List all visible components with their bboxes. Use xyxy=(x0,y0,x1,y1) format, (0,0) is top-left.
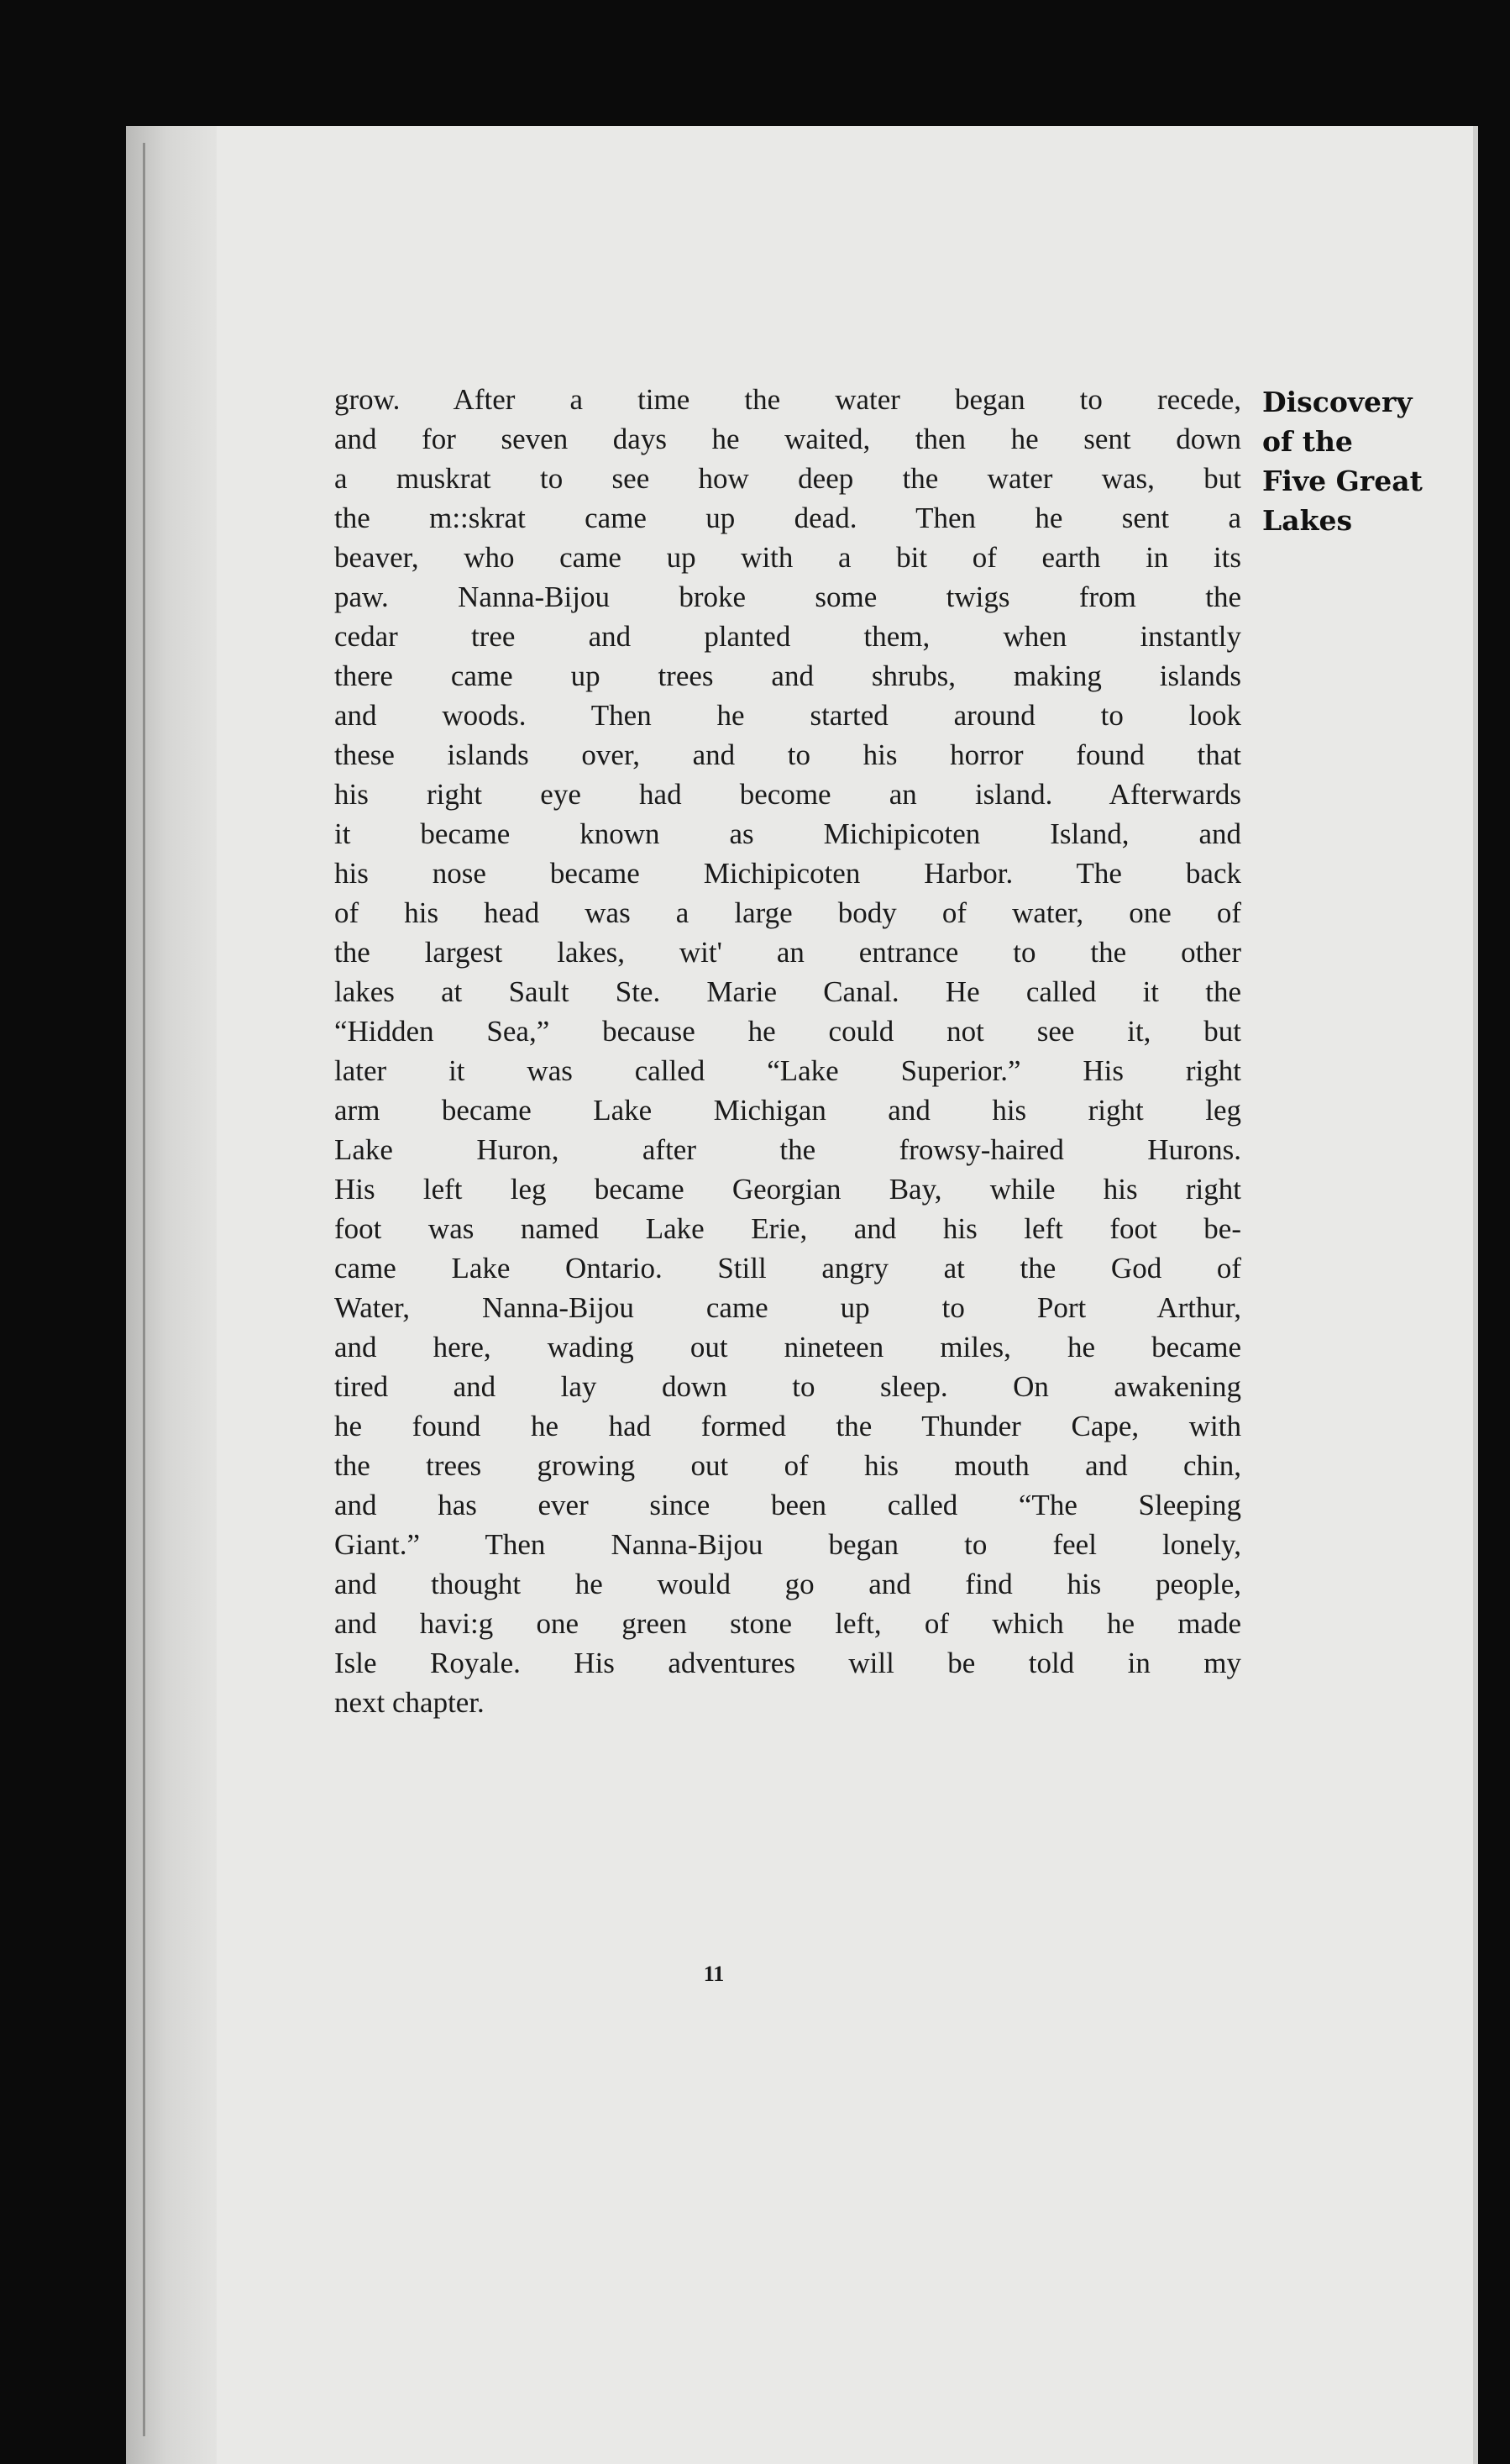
body-paragraph xyxy=(334,380,1241,1722)
text-line: Giant.” Then Nanna-Bijou began to feel lonely, xyxy=(334,1528,1241,1561)
text-line: next chapter. xyxy=(334,1686,485,1719)
text-line: his nose became Michipicoten Harbor. The back xyxy=(334,857,1241,890)
margin-heading xyxy=(1262,382,1430,540)
text-line: arm became Lake Michigan and his right leg xyxy=(334,1094,1241,1127)
margin-heading-line: Lakes xyxy=(1262,504,1353,537)
text-line: his right eye had become an island. Afterwards xyxy=(334,778,1241,811)
text-line: of his head was a large body of water, one of xyxy=(334,896,1241,929)
text-line: His left leg became Georgian Bay, while his right xyxy=(334,1173,1241,1206)
text-line: came Lake Ontario. Still angry at the God of xyxy=(334,1252,1241,1285)
gutter-edge-line xyxy=(143,143,145,2436)
text-line: and havi:g one green stone left, of which he made xyxy=(334,1607,1241,1640)
text-line: and woods. Then he started around to look xyxy=(334,699,1241,732)
text-line: there came up trees and shrubs, making islands xyxy=(334,659,1241,692)
text-line: foot was named Lake Erie, and his left foot be- xyxy=(334,1212,1241,1245)
text-line: and here, wading out nineteen miles, he became xyxy=(334,1331,1241,1363)
text-line: Water, Nanna-Bijou came up to Port Arthur, xyxy=(334,1291,1241,1324)
margin-heading-line: of the xyxy=(1262,425,1353,458)
margin-heading-line: Discovery xyxy=(1262,386,1413,418)
margin-heading-line: Five Great xyxy=(1262,465,1423,497)
text-line: a muskrat to see how deep the water was, but xyxy=(334,462,1241,495)
text-line: tired and lay down to sleep. On awakening xyxy=(334,1370,1241,1403)
text-line: Isle Royale. His adventures will be told in my xyxy=(334,1647,1241,1679)
text-line: he found he had formed the Thunder Cape, with xyxy=(334,1410,1241,1442)
text-line: cedar tree and planted them, when instantly xyxy=(334,620,1241,653)
text-line: the largest lakes, wit' an entrance to the other xyxy=(334,936,1241,969)
page-gutter xyxy=(126,126,217,2464)
text-line: it became known as Michipicoten Island, and xyxy=(334,817,1241,850)
text-line: and has ever since been called “The Sleeping xyxy=(334,1489,1241,1521)
text-line: beaver, who came up with a bit of earth in its xyxy=(334,541,1241,574)
book-page xyxy=(126,126,1478,2464)
page-right-edge xyxy=(1473,126,1478,2464)
text-line: lakes at Sault Ste. Marie Canal. He called it the xyxy=(334,975,1241,1008)
text-line: these islands over, and to his horror found that xyxy=(334,738,1241,771)
text-line: the m::skrat came up dead. Then he sent a xyxy=(334,502,1241,534)
page-number: 11 xyxy=(703,1962,725,1986)
text-line: the trees growing out of his mouth and chin, xyxy=(334,1449,1241,1482)
text-line: later it was called “Lake Superior.” His right xyxy=(334,1054,1241,1087)
text-line: and for seven days he waited, then he sent down xyxy=(334,423,1241,455)
text-line: Lake Huron, after the frowsy-haired Hurons. xyxy=(334,1133,1241,1166)
text-line: paw. Nanna-Bijou broke some twigs from the xyxy=(334,581,1241,613)
text-line: and thought he would go and find his people, xyxy=(334,1568,1241,1600)
text-line: grow. After a time the water began to recede, xyxy=(334,383,1241,416)
text-line: “Hidden Sea,” because he could not see it, but xyxy=(334,1015,1241,1048)
